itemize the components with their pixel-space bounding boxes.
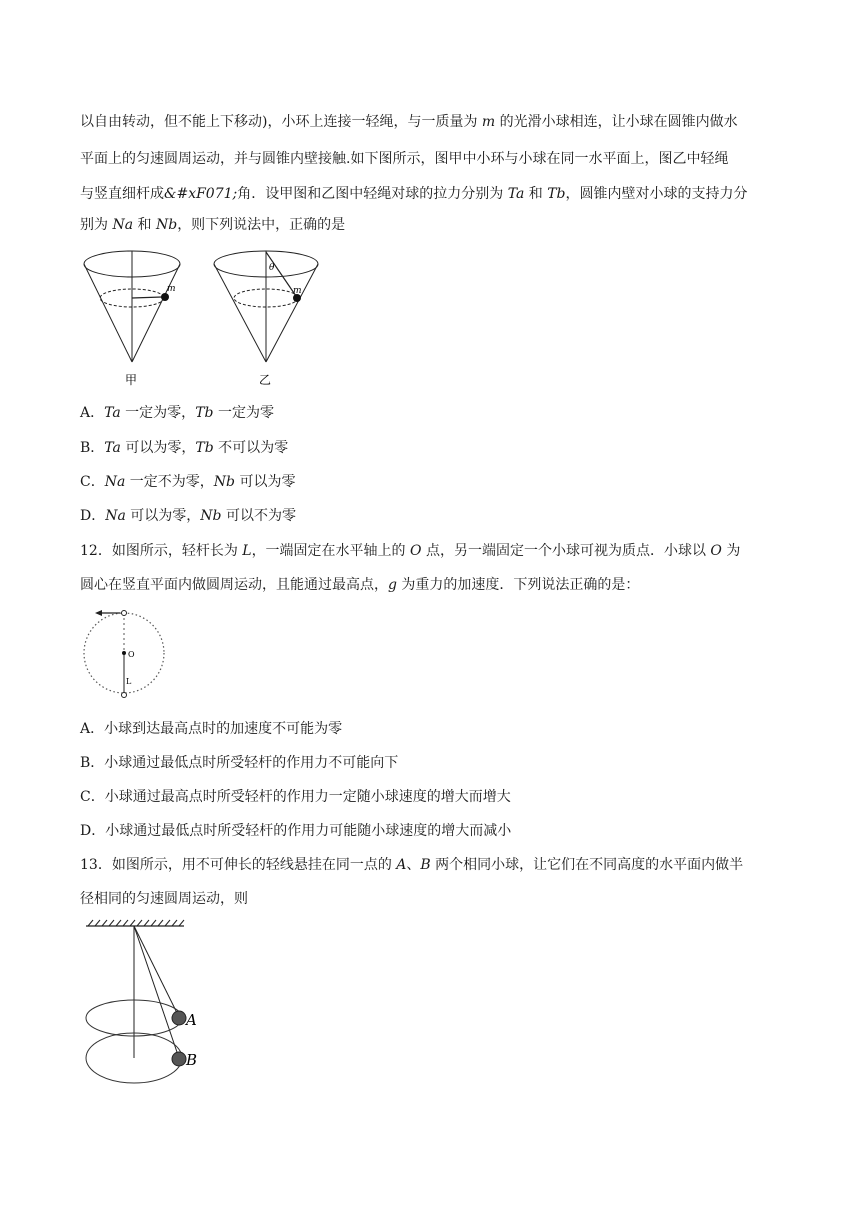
angle-label: θ (269, 263, 275, 273)
q13-stem-line: 径相同的匀速圆周运动，则 (80, 891, 248, 907)
ball-a-label: A (186, 1011, 197, 1029)
q13-stem-line: 13．如图所示，用不可伸长的轻线悬挂在同一点的 A、B 两个相同小球，让它们在不同高度的水平面内做半 (80, 857, 744, 873)
q12-stem-line: 圆心在竖直平面内做圆周运动，且能通过最高点，g 为重力的加速度．下列说法正确的是： (80, 577, 640, 593)
math-variable: O (410, 543, 422, 559)
cone-yi (214, 251, 318, 387)
figure-label-yi: 乙 (259, 373, 272, 387)
math-variable: Nb (200, 508, 222, 524)
math-variable: Nb (155, 217, 178, 233)
q12-option-d: D．小球通过最低点时所受轻杆的作用力可能随小球速度的增大而减小 (80, 823, 512, 839)
math-variable: Na (104, 474, 126, 490)
q11-option-c: C．Na 一定不为零，Nb 可以为零 (80, 474, 296, 490)
math-variable: Ta (104, 440, 121, 456)
math-variable: &#xF071; (164, 186, 238, 202)
velocity-arrow-icon (95, 610, 102, 616)
math-variable: Tb (195, 440, 214, 456)
math-variable: Na (112, 217, 134, 233)
math-variable: Tb (547, 186, 566, 202)
ball-b (172, 1052, 186, 1066)
math-variable: Tb (195, 405, 214, 421)
q11-option-b: B．Ta 可以为零，Tb 不可以为零 (80, 440, 289, 456)
math-variable: A (396, 857, 407, 873)
math-variable: Ta (507, 186, 525, 202)
q11-cone-figure (80, 248, 330, 398)
ball-b-label: B (186, 1051, 198, 1069)
q13-pendulum-figure (80, 918, 210, 1090)
math-variable: B (420, 857, 431, 873)
mass-label: m (293, 286, 302, 296)
q11-stem-line: 别为 Na 和 Nb，则下列说法中，正确的是 (80, 217, 346, 233)
q11-option-a: A．Ta 一定为零，Tb 一定为零 (80, 405, 274, 421)
math-variable: O (710, 543, 722, 559)
mass-label: m (167, 284, 176, 294)
figure-label-jia: 甲 (125, 373, 138, 387)
q12-option-c: C．小球通过最高点时所受轻杆的作用力一定随小球速度的增大而增大 (80, 789, 511, 805)
math-variable: L (242, 543, 252, 559)
q11-option-d: D．Na 可以为零，Nb 可以不为零 (80, 508, 296, 524)
ceiling-hatch (88, 920, 184, 926)
q12-circle-figure (80, 606, 170, 700)
ball-a (172, 1011, 186, 1025)
center-label: O (128, 650, 135, 659)
rod-label: L (126, 677, 132, 686)
math-variable: Na (105, 508, 126, 524)
math-variable: m (481, 114, 496, 130)
math-variable: Ta (104, 405, 121, 421)
q12-stem-line: 12．如图所示，轻杆长为 L，一端固定在水平轴上的 O 点，另一端固定一个小球可视为质点．小球以 O 为 (80, 543, 741, 559)
q12-option-a: A．小球到达最高点时的加速度不可能为零 (80, 721, 343, 737)
q11-stem-line: 以自由转动，但不能上下移动)，小环上连接一轻绳，与一质量为 m 的光滑小球相连，让小球在圆锥内做水 (80, 114, 738, 130)
math-variable: Nb (213, 474, 235, 490)
math-variable: g (388, 577, 397, 593)
q12-option-b: B．小球通过最低点时所受轻杆的作用力不可能向下 (80, 755, 399, 771)
q11-stem-line: 平面上的匀速圆周运动，并与圆锥内壁接触.如下图所示，图甲中小环与小球在同一水平面上，图乙中轻绳 (80, 151, 729, 167)
q11-stem-line: 与竖直细杆成&#xF071;角．设甲图和乙图中轻绳对球的拉力分别为 Ta 和 Tb，圆锥内壁对小球的支持力分 (80, 186, 748, 202)
cone-jia (84, 251, 180, 387)
